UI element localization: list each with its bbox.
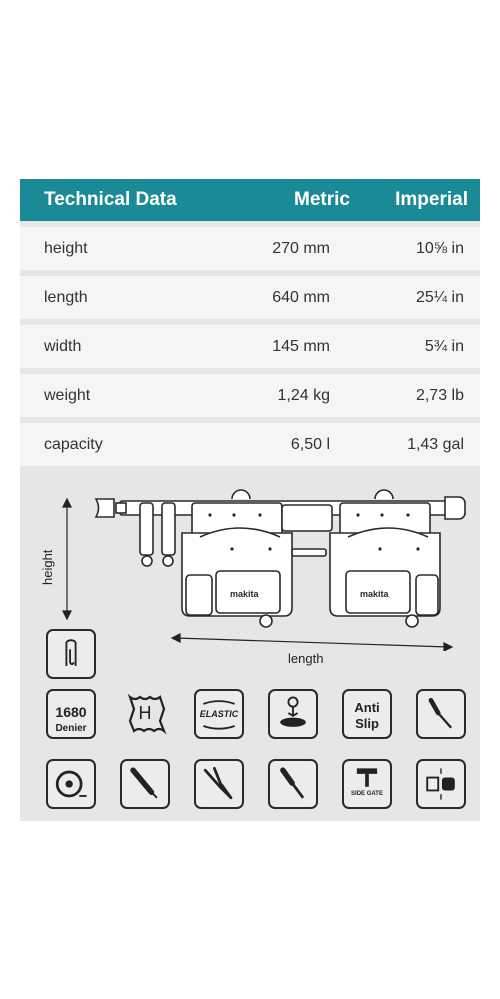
swivel-hook-icon (268, 689, 318, 739)
tape-measure-icon (46, 759, 96, 809)
screwdriver-icon (416, 689, 466, 739)
row-metric: 1,24 kg (277, 386, 330, 404)
row-label: height (44, 239, 88, 257)
brand-logo-left: makita (230, 589, 259, 599)
row-label: width (44, 337, 82, 355)
leather-icon: H (120, 689, 170, 739)
row-imperial: 10⅝ in (415, 239, 464, 257)
table-body (20, 221, 480, 472)
anti-slip-icon: Anti Slip (342, 689, 392, 739)
header-technical-data: Technical Data (44, 189, 177, 210)
chisel-icon (268, 759, 318, 809)
length-label: length (288, 651, 324, 666)
row-metric: 270 mm (272, 239, 330, 257)
technical-data-sheet (20, 179, 480, 472)
table-row (20, 423, 480, 466)
table-row (20, 325, 480, 368)
table-row (20, 374, 480, 417)
brand-logo-right: makita (360, 589, 389, 599)
row-imperial: 5¾ in (424, 337, 464, 355)
row-metric: 145 mm (272, 337, 330, 355)
buckle-icon (416, 759, 466, 809)
pliers-icon (194, 759, 244, 809)
header-metric: Metric (294, 189, 350, 210)
row-imperial: 25¼ in (415, 288, 464, 306)
table-row (20, 227, 480, 270)
row-label: capacity (44, 435, 103, 453)
belt-loop-icon (46, 629, 96, 679)
row-metric: 6,50 l (290, 435, 330, 453)
row-imperial: 1,43 gal (407, 435, 464, 453)
row-label: length (44, 288, 88, 306)
utility-knife-icon (120, 759, 170, 809)
header-imperial: Imperial (395, 189, 468, 210)
elastic-icon: ELASTIC (194, 689, 244, 739)
side-gate-icon: SIDE GATE (342, 759, 392, 809)
row-metric: 640 mm (272, 288, 330, 306)
product-figure-panel (20, 467, 480, 821)
row-imperial: 2,73 lb (415, 386, 464, 404)
row-label: weight (44, 386, 91, 404)
height-label: height (40, 549, 55, 585)
1680-denier-icon: 1680 Denier (46, 689, 96, 739)
table-header (20, 179, 480, 221)
tool-belt-drawing (20, 481, 480, 651)
table-row (20, 276, 480, 319)
